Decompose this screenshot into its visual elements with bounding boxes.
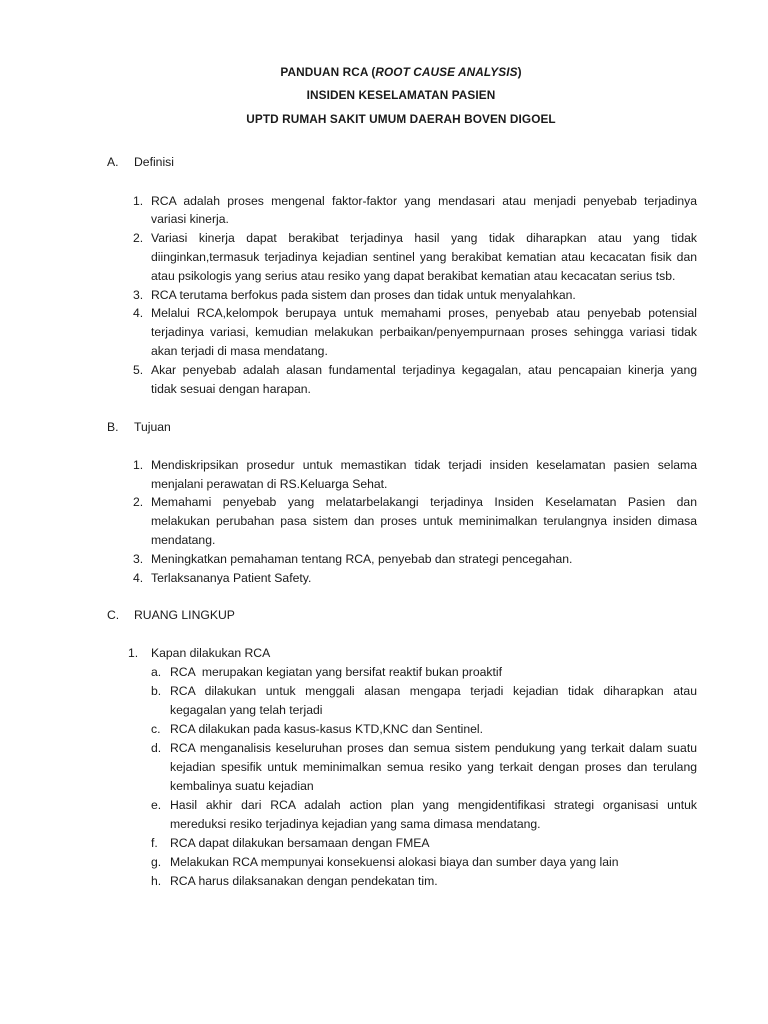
sub-item-text-line: mereduksi resiko terjadinya kejadian yang sama dimasa mendatang. [170,817,541,831]
sub-item-text-line: Hasil akhir dari RCA adalah action plan yang mengidentifikasi strategi organisasi untuk [170,798,697,812]
sub-item-text-line: RCA menganalisis keseluruhan proses dan semua sistem pendukung yang terkait dalam suatu [170,741,697,755]
item-text-line: terjadinya variasi, kemudian melakukan perbaikan/penyempurnaan proses sehingga variasi tidak [151,325,697,339]
item-text-line: Variasi kinerja dapat berakibat terjadinya hasil yang tidak diharapkan atau yang tidak [151,231,697,245]
sub-item-text-line: RCA dilakukan pada kasus-kasus KTD,KNC dan Sentinel. [170,722,483,736]
subsection-title: Kapan dilakukan RCA [151,646,271,660]
item-text-line: mendatang. [151,533,216,547]
sub-item-text-line: RCA dilakukan untuk menggali alasan mengapa terjadi kejadian tidak diharapkan atau [170,684,697,698]
item-text-line: diinginkan,termasuk terjadinya kejadian sentinel yang berakibat kematian atau kecacatan fisik dan [151,250,697,264]
item-number: 1. [133,458,144,472]
section-a-title: Definisi [134,155,174,169]
item-number: 2. [133,495,144,509]
item-text-line: menjalani perawatan di RS.Keluarga Sehat. [151,477,388,491]
item-text-line: Mendiskripsikan prosedur untuk memastikan tidak terjadi insiden keselamatan pasien selama [151,458,697,472]
item-number: 4. [133,571,144,585]
sub-item-letter: a. [151,665,162,679]
item-text-line: variasi kinerja. [151,212,229,226]
document-subtitle: INSIDEN KESELAMATAN PASIEN [306,88,496,102]
item-text-line: Akar penyebab adalah alasan fundamental terjadinya kegagalan, atau pencapaian kinerja yang [151,363,697,377]
item-text-line: Memahami penyebab yang melatarbelakangi terjadinya Insiden Keselamatan Pasien dan [151,495,697,509]
document-title [0,65,768,79]
sub-item-text-line: Melakukan RCA mempunyai konsekuensi alokasi biaya dan sumber daya yang lain [170,855,619,869]
sub-item-letter: b. [151,684,162,698]
item-text-line: Melalui RCA,kelompok berupaya untuk memahami proses, penyebab atau penyebab potensial [151,306,697,320]
subsection-number: 1. [128,646,139,660]
sub-item-text-line: RCA dapat dilakukan bersamaan dengan FMEA [170,836,430,850]
title-suffix: ) [517,65,522,79]
item-text-line: melakukan perubahan pasa sistem dan proses untuk meminimalkan terulangnya insiden dimasa [151,514,697,528]
sub-item-text-line: RCA harus dilaksanakan dengan pendekatan tim. [170,874,438,888]
item-text-line: tidak sesuai dengan harapan. [151,382,311,396]
section-b-title: Tujuan [134,420,171,434]
item-text-line: Terlaksananya Patient Safety. [151,571,312,585]
item-text-line: Meningkatkan pemahaman tentang RCA, penyebab dan strategi pencegahan. [151,552,573,566]
item-number: 4. [133,306,144,320]
sub-item-text-line: RCA merupakan kegiatan yang bersifat reaktif bukan proaktif [170,665,502,679]
section-a-letter: A. [107,155,119,169]
sub-item-letter: g. [151,855,162,869]
item-number: 3. [133,288,144,302]
title-italic: ROOT CAUSE ANALYSIS [375,65,518,79]
sub-item-letter: d. [151,741,162,755]
sub-item-letter: c. [151,722,161,736]
sub-item-letter: h. [151,874,162,888]
section-c-letter: C. [107,608,120,622]
sub-item-letter: e. [151,798,162,812]
item-text-line: RCA adalah proses mengenal faktor-faktor yang mendasari atau menjadi penyebab terjadinya [151,194,697,208]
sub-item-text-line: kembalinya suatu kejadian [170,779,314,793]
section-c-title: RUANG LINGKUP [134,608,235,622]
sub-item-text-line: kegagalan yang telah terjadi [170,703,323,717]
item-number: 1. [133,194,144,208]
item-text-line: akan terjadi di masa mendatang. [151,344,328,358]
sub-item-letter: f. [151,836,158,850]
title-prefix: PANDUAN RCA ( [280,65,376,79]
item-text-line: atau psikologis yang serius atau resiko yang dapat berakibat kematian atau kecacatan serius tsb. [151,269,676,283]
item-text-line: RCA terutama berfokus pada sistem dan proses dan tidak untuk menyalahkan. [151,288,576,302]
item-number: 2. [133,231,144,245]
item-number: 5. [133,363,144,377]
sub-item-text-line: kejadian spesifik untuk meminimalkan semua resiko yang terkait dengan proses dan terulang [170,760,697,774]
item-number: 3. [133,552,144,566]
section-b-letter: B. [107,420,119,434]
hospital-name: UPTD RUMAH SAKIT UMUM DAERAH BOVEN DIGOEL [246,112,556,126]
